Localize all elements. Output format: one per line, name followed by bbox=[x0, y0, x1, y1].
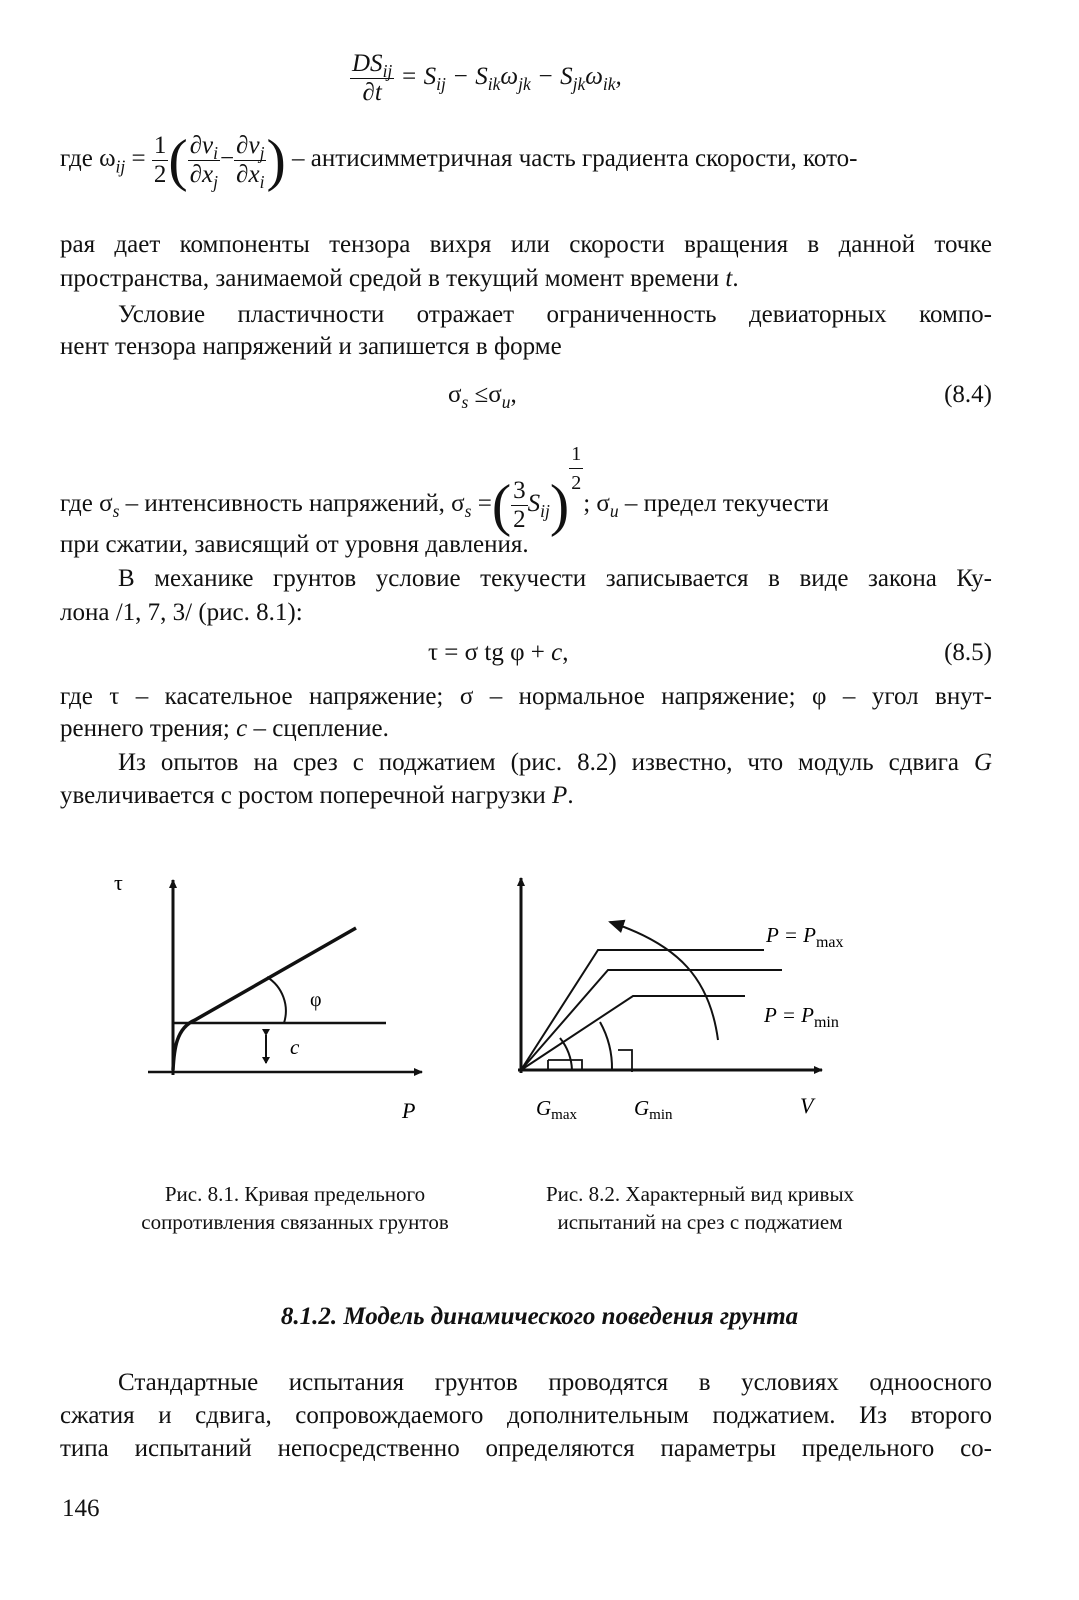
para6-line1: Из опытов на срез с поджатием (рис. 8.2) известно, что модуль сдвига G bbox=[118, 749, 992, 776]
para2-line2: нент тензора напряжений и запишется в форме bbox=[60, 333, 562, 360]
para7-line2: сжатия и сдвига, сопровождаемого дополнительным поджатием. Из второго bbox=[60, 1402, 992, 1429]
para5-line2: реннего трения; c – сцепление. bbox=[60, 715, 389, 742]
fig1-curve bbox=[173, 928, 356, 1070]
para4-line2: лона /1, 7, 3/ (рис. 8.1): bbox=[60, 599, 303, 626]
section-heading: 8.1.2. Модель динамического поведения грунта bbox=[280, 1303, 799, 1330]
fig1-x-label: P bbox=[402, 1098, 416, 1123]
para3-line1: при сжатии, зависящий от уровня давления. bbox=[60, 531, 529, 558]
sigma-definition: где $\sigma_s$ – интенсивность напряжений, $\sigma_s$ =( $\frac{3}{2}$ $S_{ij}$) $\frac{1}{2}$ ; $\sigma_u$ – предел текучести bbox=[60, 440, 992, 534]
fig1-angle-arc bbox=[267, 977, 286, 1023]
para7-line3: типа испытаний непосредственно определяются параметры предельного со- bbox=[60, 1435, 992, 1462]
para4-line1: В механике грунтов условие текучести записывается в виде закона Ку- bbox=[118, 565, 992, 592]
omega-definition: где $\omega_{ij}$ = $\frac{1}{2}$ ( $\frac{\partial v_i}{\partial x_j}$ − $\frac{\partial v_j}{\partial x_i}$ ) – антисимметричная часть градиента скорости, кото- bbox=[60, 127, 858, 193]
para7-line1: Стандартные испытания грунтов проводятся в условиях одноосного bbox=[118, 1369, 992, 1396]
equation-8-4: $\sigma_s \le\sigma_u$, bbox=[448, 381, 517, 413]
figure-8-2-caption: Рис. 8.2. Характерный вид кривых испытаний на срез с поджатием bbox=[545, 1182, 855, 1234]
fig2-curve-pmax bbox=[521, 950, 764, 1070]
para1-line2: пространства, занимаемой средой в текущий момент времени t. bbox=[60, 265, 739, 292]
para1-line1: рая дает компоненты тензора вихря или скорости вращения в данной точке bbox=[60, 231, 992, 258]
fig2-x-label: V bbox=[800, 1093, 814, 1118]
fig2-pmax-label: $P = P_{max}$ bbox=[766, 923, 844, 951]
fig1-c-label: c bbox=[290, 1035, 300, 1059]
fig2-curve-mid bbox=[521, 970, 782, 1070]
equation-top-rhs: = $S_{ij} - S_{ik}\omega_{jk} - S_{jk}\omega_{ik}$, bbox=[400, 63, 622, 95]
fig1-angle-label: φ bbox=[310, 989, 322, 1011]
fig2-gmin-label: Gmin bbox=[634, 1096, 673, 1123]
fig2-gmin-arc bbox=[600, 1022, 612, 1070]
fig2-envelope-arrow bbox=[610, 922, 718, 1040]
equation-top bbox=[350, 50, 622, 107]
figure-8-1 bbox=[100, 860, 440, 1130]
fig2-gmax-label: Gmax bbox=[536, 1096, 577, 1123]
fig2-pmin-label: $P = P_{min}$ bbox=[764, 1003, 839, 1031]
equation-8-4-number: (8.4) bbox=[944, 381, 992, 408]
page-number: 146 bbox=[62, 1495, 100, 1522]
equation-8-5-number: (8.5) bbox=[944, 639, 992, 666]
equation-top-lhs: $\frac{DS_{ij}}{\partial t}$ bbox=[352, 50, 393, 106]
figure-8-2 bbox=[500, 860, 880, 1130]
para5-line1: где τ – касательное напряжение; σ – нормальное напряжение; φ – угол внут- bbox=[60, 683, 992, 710]
fig1-y-label: τ bbox=[114, 870, 123, 895]
para2-line1: Условие пластичности отражает ограниченность девиаторных компо- bbox=[118, 301, 992, 328]
para6-line2: увеличивается с ростом поперечной нагрузки P. bbox=[60, 782, 574, 809]
figure-8-1-caption: Рис. 8.1. Кривая предельного сопротивления связанных грунтов bbox=[141, 1182, 449, 1234]
equation-8-5: τ = σ tg φ + c, bbox=[428, 639, 569, 666]
